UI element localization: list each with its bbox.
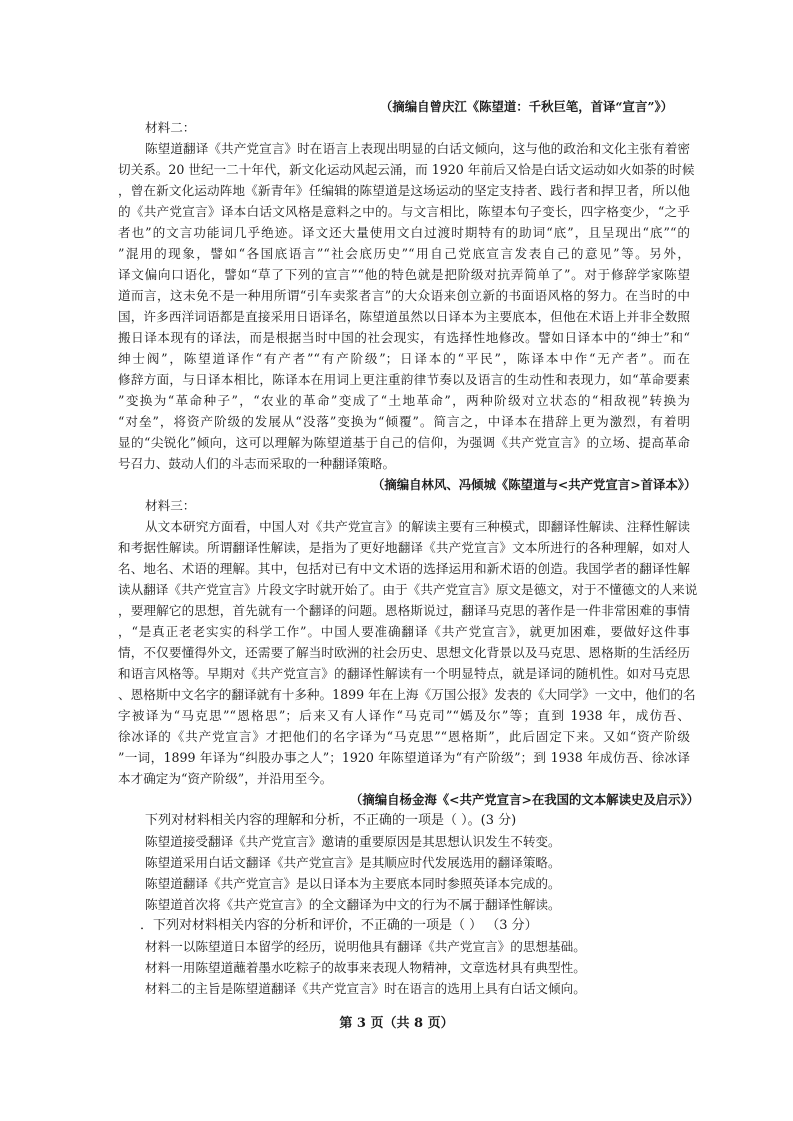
paragraph-line: 绅士阀”，陈望道译作“有产者”“有产阶级”；日译本的“平民”，陈译本中作“无产者”。而在 xyxy=(118,351,690,366)
paragraph-line: 和语言风格等。早期对《共产党宣言》的翻译性解读有一个明显特点，就是译词的随机性。如对马克思 xyxy=(118,666,690,681)
paragraph-line: ”变换为“革命种子”，“农业的革命”变成了“土地革命”，两种阶级对立状态的“相敌视”转换为 xyxy=(118,393,690,408)
page-footer: 第 3 页（共 8 页） xyxy=(339,1016,454,1031)
paragraph-line: ”一词，1899 年译为“纠股办事之人”；1920 年陈望道译为“有产阶级”；到 1938 年成仿吾、徐冰译 xyxy=(118,750,690,765)
paragraph-line: 、恩格斯中文名字的翻译就有十多种。1899 年在上海《万国公报》发表的《大同学》一文中，他们的名 xyxy=(118,687,696,702)
paragraph-line: 徐冰译的《共产党宣言》才把他们的名字译为“马克思”“恩格斯”，此后固定下来。又如“资产阶级 xyxy=(118,729,690,744)
paragraph-line: ，“是真正老老实实的科学工作”。中国人要准确翻译《共产党宣言》，就更加困难，要做好这件事 xyxy=(118,624,690,639)
paragraph-line: 切关系。20 世纪一二十年代，新文化运动风起云涌，而 1920 年前后又恰是白话文运动如火如荼的时候 xyxy=(118,162,695,177)
material-2-heading: 材料二： xyxy=(145,120,196,135)
question-stem: ．下列对材料相关内容的分析和评价，不正确的一项是（ ） （3 分） xyxy=(140,918,538,933)
paragraph-line: 国，许多西洋词语都是直接采用日语译名，陈望道虽然以日译本为主要底本，但他在术语上并非全数照 xyxy=(118,309,690,324)
question-stem: 下列对材料相关内容的理解和分析，不正确的一项是（ ）。(3 分) xyxy=(145,813,517,828)
paragraph-line: 名、地名、术语的理解。其中，包括对已有中文术语的选择运用和新术语的创造。我国学者的翻译性解 xyxy=(118,561,690,576)
paragraph-line: 本才确定为“资产阶级”，并沿用至今。 xyxy=(118,771,333,786)
option-a: 陈望道接受翻译《共产党宣言》邀请的重要原因是其思想认识发生不转变。 xyxy=(145,834,561,849)
paragraph-line: ，曾在新文化运动阵地《新青年》任编辑的陈望道是这场运动的坚定支持者、践行者和捍卫者，所以他 xyxy=(118,183,690,198)
paragraph-line: 和考据性解读。所谓翻译性解读，是指为了更好地翻译《共产党宣言》文本所进行的各种理解，如对人 xyxy=(118,540,690,555)
paragraph-line: 修辞方面，与日译本相比，陈译本在用词上更注重韵律节奏以及语言的生动性和表现力，如“革命要素 xyxy=(118,372,690,387)
paragraph-line: 的《共产党宣言》译本白话文风格是意料之中的。与文言相比，陈望本句子变长，四字格变少，“之乎 xyxy=(118,204,690,219)
paragraph-line: ，要理解它的思想，首先就有一个翻译的问题。恩格斯说过，翻译马克思的著作是一件非常困难的事情 xyxy=(118,603,690,618)
source-citation-3: （摘编自杨金海《<共产党宣言>在我国的文本解读史及启示》） xyxy=(350,792,700,807)
paragraph-line: 号召力、鼓动人们的斗志而采取的一种翻译策略。 xyxy=(118,456,396,471)
option-c: 材料二的主旨是陈望道翻译《共产党宣言》时在语言的选用上具有白话文倾向。 xyxy=(145,981,586,996)
paragraph-line: 者也”的文言功能词几乎绝迹。译文还大量使用文白过渡时期特有的助词“底”，且呈现出“底”“的 xyxy=(118,225,690,240)
source-citation-2: （摘编自林风、冯倾城《陈望道与<共产党宣言>首译本》） xyxy=(372,477,697,492)
option-c: 陈望道翻译《共产党宣言》是以日译本为主要底本同时参照英译本完成的。 xyxy=(145,876,561,891)
paragraph-line: 从文本研究方面看，中国人对《共产党宣言》的解读主要有三种模式，即翻译性解读、注释性解读 xyxy=(145,519,690,534)
paragraph-line: “对垒”，将资产阶级的发展从“没落”变换为“倾覆”。简言之，中译本在措辞上更为激烈，有着明 xyxy=(118,414,690,429)
option-b: 陈望道采用白话文翻译《共产党宣言》是其顺应时代发展选用的翻译策略。 xyxy=(145,855,561,870)
paragraph-line: ”混用的现象，譬如“各国底语言”“社会底历史”“用自己党底宣言发表自己的意见”等。另外， xyxy=(118,246,690,261)
paragraph-line: 陈望道翻译《共产党宣言》时在语言上表现出明显的白话文倾向，这与他的政治和文化主张有着密 xyxy=(145,141,690,156)
paragraph-line: 读从翻译《共产党宣言》片段文字时就开始了。由于《共产党宣言》原文是德文，对于不懂德文的人来说 xyxy=(118,582,698,597)
option-d: 陈望道首次将《共产党宣言》的全文翻译为中文的行为不属于翻译性解读。 xyxy=(145,897,561,912)
paragraph-line: 道而言，这未免不是一种用所谓“引车卖浆者言”的大众语来创立新的书面语风格的努力。在当时的中 xyxy=(118,288,690,303)
paragraph-line: 搬日译本现有的译法，而是根据当时中国的社会现实，有选择性地修改。譬如日译本中的“绅士”和“ xyxy=(118,330,690,345)
option-b: 材料一用陈望道蘸着墨水吃粽子的故事来表现人物精神，文章选材具有典型性。 xyxy=(145,960,586,975)
source-citation-1: （摘编自曾庆江《陈望道：千秋巨笔，首译“宣言”》） xyxy=(380,99,674,114)
material-3-heading: 材料三： xyxy=(145,498,196,513)
paragraph-line: 字被译为“马克思”“恩格思”；后来又有人译作“马克司”“嫣及尔”等；直到 1938 年，成仿吾、 xyxy=(118,708,690,723)
option-a: 材料一以陈望道日本留学的经历，说明他具有翻译《共产党宣言》的思想基础。 xyxy=(145,939,586,954)
paragraph-line: 译文偏向口语化，譬如“草了下列的宣言”“他的特色就是把阶级对抗弄简单了”。对于修辞学家陈望 xyxy=(118,267,690,282)
paragraph-line: 显的“尖锐化”倾向，这可以理解为陈望道基于自己的信仰，为强调《共产党宣言》的立场、提高革命 xyxy=(118,435,690,450)
paragraph-line: 情，不仅要懂得外文，还需要了解当时欧洲的社会历史、思想文化背景以及马克思、恩格斯的生活经历 xyxy=(118,645,690,660)
